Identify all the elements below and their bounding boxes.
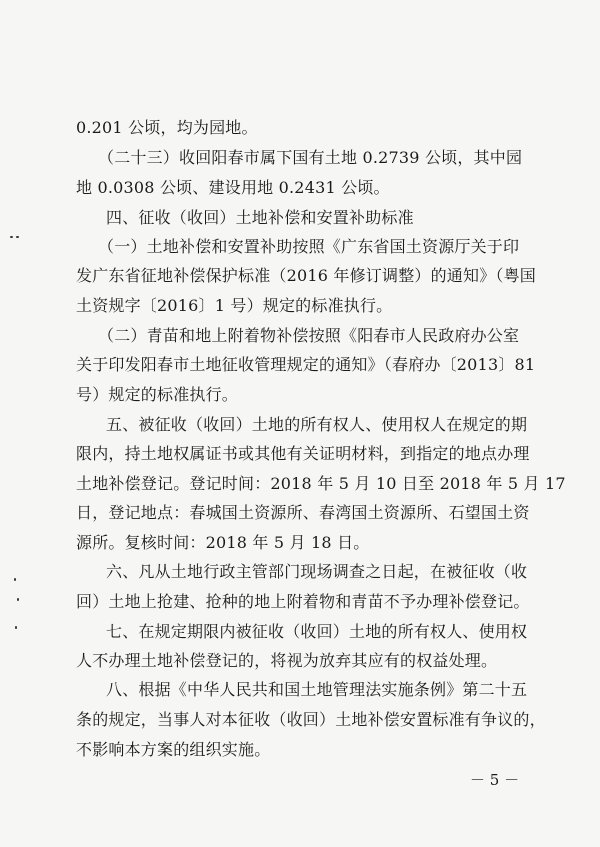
- scan-speck: [14, 578, 16, 581]
- section-heading-4: 四、征收（收回）土地补偿和安置补助标准: [106, 208, 414, 227]
- text-line-19: 人不办理土地补偿登记的，将视为放弃其应有的权益处理。: [76, 651, 498, 670]
- text-line-22: 不影响本方案的组织实施。: [76, 740, 271, 759]
- text-line-11: 五、被征收（收回）土地的所有权人、使用权人在规定的期: [106, 415, 528, 434]
- scan-speck: [17, 598, 19, 601]
- page-number: － 5 －: [470, 771, 520, 789]
- text-line-17: 回）土地上抢建、抢种的地上附着物和青苗不予办理补偿登记。: [76, 592, 530, 611]
- text-line-14: 日，登记地点：春城国土资源所、春湾国土资源所、石望国土资: [76, 503, 530, 522]
- text-line-10: 号）规定的标准执行。: [76, 385, 239, 404]
- text-line-2: （二十三）收回阳春市属下国有土地 0.2739 公顷，其中园: [98, 148, 523, 167]
- text-line-15: 源所。复核时间：2018 年 5 月 18 日。: [76, 533, 370, 552]
- text-line-3: 地 0.0308 公顷、建设用地 0.2431 公顷。: [76, 178, 390, 197]
- text-line-6: 发广东省征地补偿保护标准（2016 年修订调整）的通知》（粤国: [76, 266, 537, 285]
- scan-speck: [16, 236, 19, 238]
- text-line-12: 限内，持土地权属证书或其他有关证明材料，到指定的地点办理: [76, 444, 530, 463]
- scan-speck: [10, 236, 13, 238]
- text-line-5: （一）土地补偿和安置补助按照《广东省国土资源厅关于印: [98, 237, 520, 256]
- text-line-18: 七、在规定期限内被征收（收回）土地的所有权人、使用权: [106, 622, 528, 641]
- text-line-16: 六、凡从土地行政主管部门现场调查之日起，在被征收（收: [106, 562, 528, 581]
- text-line-8: （二）青苗和地上附着物补偿按照《阳春市人民政府办公室: [98, 326, 520, 345]
- text-line-9: 关于印发阳春市土地征收管理规定的通知》（春府办〔2013〕81: [76, 355, 536, 374]
- text-line-13: 土地补偿登记。登记时间：2018 年 5 月 10 日至 2018 年 5 月 17: [76, 474, 566, 493]
- text-line-7: 土资规字〔2016〕1 号）规定的标准执行。: [76, 296, 393, 315]
- text-line-21: 条的规定，当事人对本征收（收回）土地补偿安置标准有争议的，: [76, 710, 546, 729]
- text-line-20: 八、根据《中华人民共和国土地管理法实施条例》第二十五: [106, 680, 528, 699]
- text-line-1: 0.201 公顷，均为园地。: [76, 118, 258, 137]
- scan-speck: [15, 626, 17, 629]
